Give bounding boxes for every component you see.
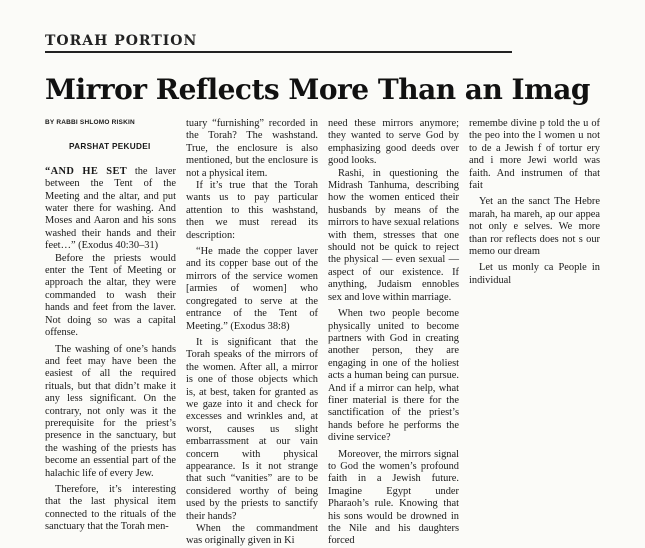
article-column-1 (45, 118, 176, 533)
article-column-2 (186, 118, 318, 547)
paragraph: Before the priests would enter the Tent of Meeting or approach the altar, they were commanded to wash their hands and feet from the laver. Not doing so was a capital offense. (45, 252, 176, 339)
paragraph: Let us monly ca People in individual (469, 262, 600, 286)
paragraph: remembe divine p told the u of the peo into the l women u not to de a Jewish f of tortur ery and i more Jewi world was faith. And instrumen of that fait (469, 118, 600, 192)
article-column-3 (328, 118, 459, 547)
lead-paragraph-text: the laver between the Tent of the Meeting and the altar, and put water there for washing. And Moses and Aaron and his sons washed their hands and their feet…” (Exodus 40:30–31) (45, 165, 176, 252)
paragraph: Rashi, in questioning the Midrash Tanhuma, describing how the women enticed their husbands by means of the mirrors to have sexual relations with them, stresses that one should not be quick to reject the physical — even sexual — aspect of our existence. If anything, Judaism ennobles sex and love within marriage. (328, 167, 459, 303)
paragraph: It is significant that the Torah speaks of the mirrors of the women. After all, a mirror is one of those objects which is, at best, taken for granted as we gaze into it and check for excesses and wrinkles and, at worst, causes us slight embarrassment at our vain concern with physical appearance. Is it not strange that such “vanities” are to be considered worthy of being used by the priests to sanctify their hands? (186, 336, 318, 522)
parsha-subhead: PARSHAT PEKUDEI (69, 142, 151, 152)
paragraph (45, 166, 176, 253)
article-column-4-cropped (469, 118, 600, 522)
byline: BY RABBI SHLOMO RISKIN (45, 119, 135, 126)
paragraph: Moreover, the mirrors signal to God the women’s profound faith in a Jewish future. Imagine Egypt under Pharaoh’s rule. Knowing that his sons would be drowned in the Nile and his daughters forced (328, 448, 459, 547)
paragraph: When two people become physically united to become partners with God in creating another person, they are engaging in one of the holiest acts a human being can pursue. And if a mirror can help, what finer material is there for the sanctification of the priest’s hands before he performs the divine service? (328, 308, 459, 444)
quotation: “He made the copper laver and its copper base out of the mirrors of the service women [armies of women] who congregated to serve at the entrance of the Tent of Meeting.” (Exodus 38:8) (186, 246, 318, 332)
section-divider (45, 51, 512, 53)
paragraph: need these mirrors anymore; they wanted to serve God by emphasizing good deeds over good looks. (328, 118, 459, 167)
paragraph: If it’s true that the Torah wants us to pay particular attention to this washstand, then we must reread its description: (186, 180, 318, 241)
paragraph: The washing of one’s hands and feet may have been the easiest of all the required rituals, but that didn’t make it any less significant. On the contrary, not only was it the prerequisite for the priest’s presence in the sanctuary, but the washing of the priests has become an essential part of the halachic life of every Jew. (45, 343, 176, 479)
article-headline: Mirror Reflects More Than an Imag (45, 73, 591, 106)
paragraph: Therefore, it’s interesting that the last physical item connected to the rituals of the sanctuary that the Torah men- (45, 483, 176, 533)
paragraph: tuary “furnishing” recorded in the Torah? The washstand. True, the enclosure is also mentioned, but the enclosure is not a physical item. (186, 118, 318, 179)
paragraph: When the commandment was originally given in Ki (186, 523, 318, 547)
section-label: TORAH PORTION (45, 33, 198, 49)
lead-in: “AND HE SET (45, 165, 128, 177)
paragraph: Yet an the sanct The Hebre marah, ha mareh, ap our appea not only e selves. We more than ror reflects does not s our memo our dream (469, 196, 600, 258)
